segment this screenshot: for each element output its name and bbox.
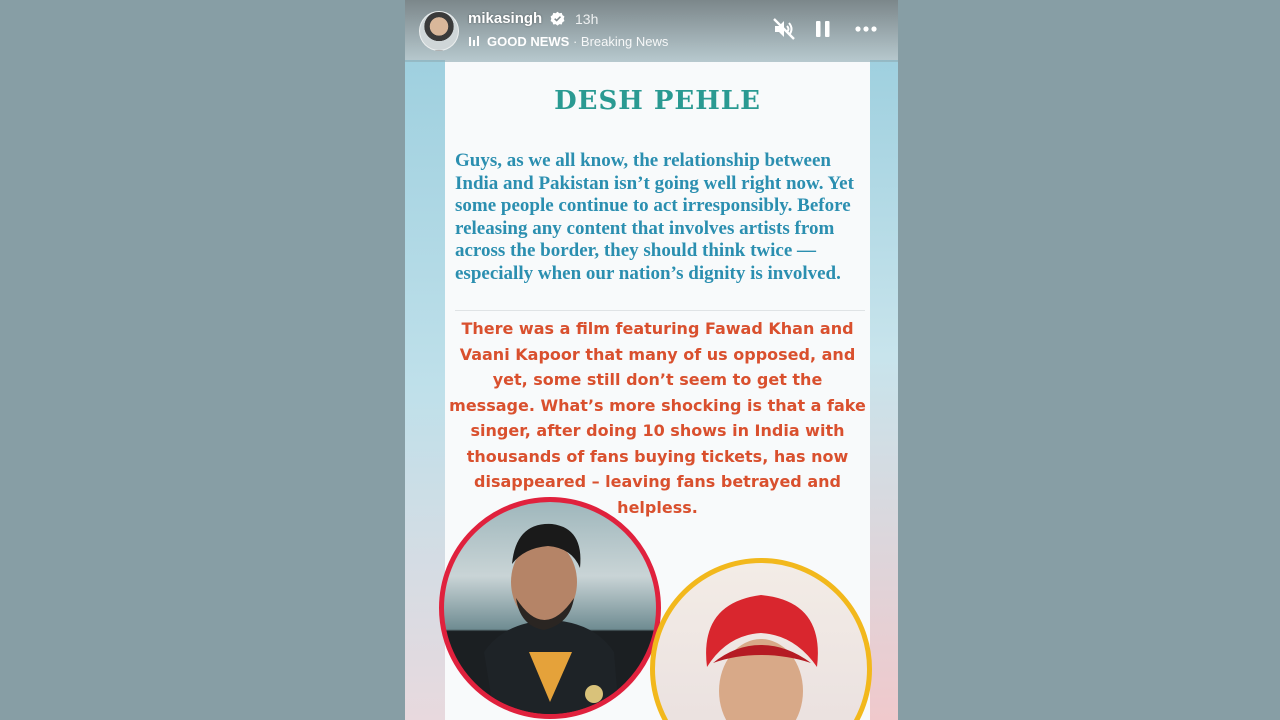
- red-paragraph: There was a film featuring Fawad Khan and Vaani Kapoor that many of us opposed, and yet, some still don’t seem to get the message. What’s more shocking is that a fake singer, after doing 10 shows in India with thousands of fans buying tickets, has now disappeared – leaving fans betrayed and helpless.: [449, 319, 866, 517]
- story-header: [405, 0, 898, 62]
- music-attribution[interactable]: [487, 34, 668, 49]
- divider: [455, 310, 865, 311]
- more-options-icon[interactable]: [853, 16, 879, 42]
- username[interactable]: mikasingh: [468, 10, 543, 27]
- photo-right-circle: [650, 558, 872, 720]
- portrait-right-illustration: [655, 563, 867, 720]
- photo-left-circle: [439, 497, 661, 719]
- music-title: GOOD NEWS: [487, 34, 570, 49]
- avatar[interactable]: [419, 11, 459, 51]
- story-viewer: [405, 0, 898, 720]
- story-background-right: [870, 60, 898, 720]
- card-title: DESH PEHLE: [554, 86, 761, 116]
- music-separator: ·: [569, 34, 581, 49]
- pause-icon[interactable]: [810, 16, 836, 42]
- portrait-left-illustration: [444, 502, 656, 714]
- teal-paragraph: Guys, as we all know, the relationship between India and Pakistan isn’t going well right now. Yet some people continue to act irresponsibly. Before releasing any content that involves artists from across the border, they should think twice — especially when our nation’s dignity is involved.: [455, 150, 854, 284]
- music-subtitle: Breaking News: [580, 34, 669, 49]
- mute-icon[interactable]: [771, 16, 797, 42]
- audio-bars-icon: [468, 35, 482, 47]
- post-time: 13h: [575, 11, 599, 27]
- verified-badge-icon: [550, 11, 565, 26]
- story-card: [445, 62, 870, 720]
